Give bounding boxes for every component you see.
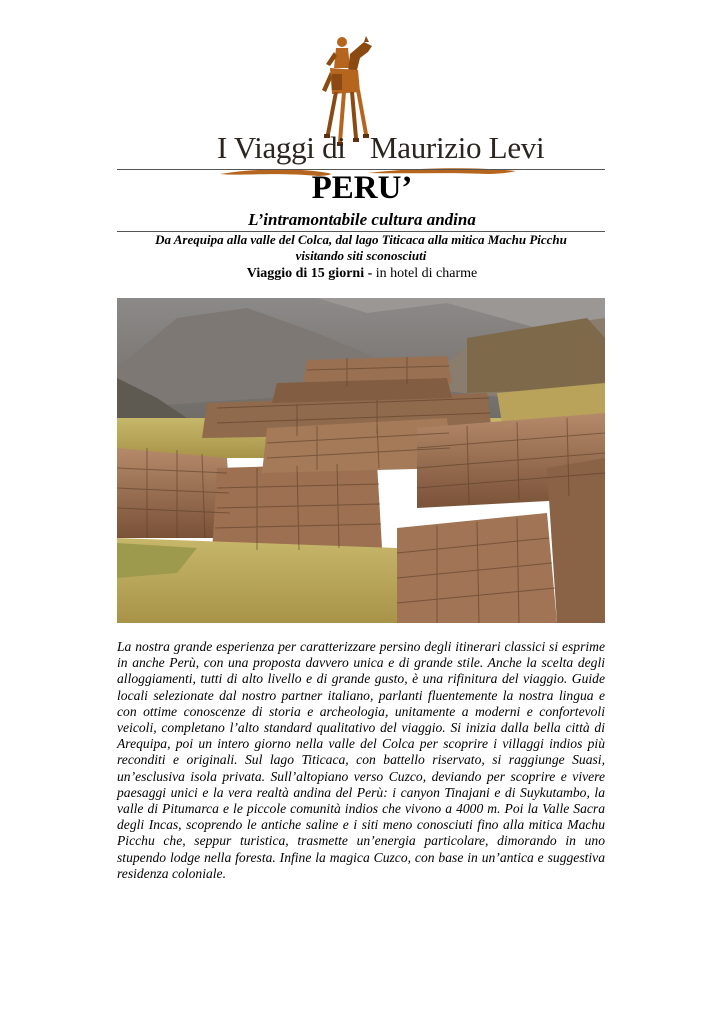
page-subtitle: L’intramontabile cultura andina: [248, 210, 476, 229]
trip-duration: [0, 266, 724, 282]
route-line-1: Da Arequipa alla valle del Colca, dal lago Titicaca alla mitica Machu Picchu: [155, 232, 567, 247]
route-line-2: visitando siti sconosciuti: [295, 248, 427, 263]
page-title: PERU’: [311, 170, 413, 206]
brand-name-left: I Viaggi di: [217, 130, 346, 165]
duration-days: Viaggio di 15 giorni -: [246, 266, 373, 281]
brand-name-right: Maurizio Levi: [370, 130, 545, 165]
ruins-illustration: [117, 298, 605, 623]
inca-ruins-photo: [117, 298, 605, 623]
route-description: [117, 232, 605, 264]
duration-hotel: in hotel di charme: [372, 266, 478, 281]
trip-description: La nostra grande esperienza per caratterizzare persino degli itinerari classici si esprime in anche Perù, con una proposta davvero unica e di grande stile. Anche la scelta degli alloggiamenti, tutti di alto livello e di grande gusto, è una rifinitura del viaggio. Guide locali selezionate dal nostro partner italiano, parlanti fluentemente la nostra lingua e con ottime conoscenze di storia e archeologia, unitamente a moderni e confortevoli veicoli, completano l’alto standard qualitativo del viaggio. Si inizia dalla bella città di Arequipa, poi un intero giorno nella valle del Colca per scoprire i villaggi indios più reconditi e originali. Sul lago Titicaca, con battello riservato, si raggiunge Suasi, un’esclusiva isola privata. Sull’altopiano verso Cuzco, deviando per scoprire e vivere paesaggi unici e la vera realtà andina del Perù: i canyon Tinajani e di Suykutambo, la valle di Pitumarca e le piccole comunità indios che vivono a 4000 m. Poi la Valle Sacra degli Incas, scoprendo le antiche saline e i siti meno conosciuti fino alla mitica Machu Picchu che, seppur turistica, trasmette un’energia particolare, dimorando in uno stupendo lodge nella foresta. Infine la magica Cuzco, con base in un’antica e suggestiva residenza coloniale.: [117, 639, 605, 881]
brand-logo: [0, 30, 724, 165]
